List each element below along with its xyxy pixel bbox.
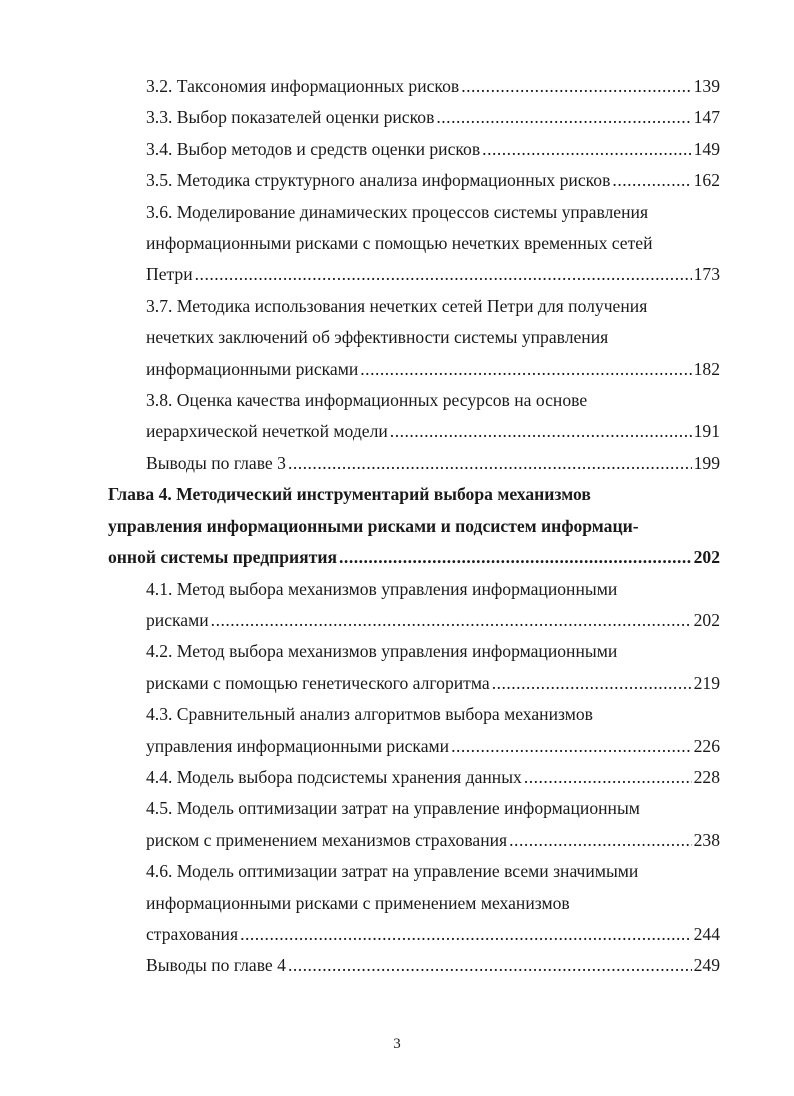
dot-leader [436, 102, 691, 133]
toc-entry-last-line [146, 165, 720, 196]
toc-entry [108, 762, 720, 793]
dot-leader [390, 416, 692, 447]
page-number: 3 [393, 1036, 401, 1052]
toc-entry-title-line: иерархической нечеткой модели [146, 421, 388, 442]
toc-entry-last-line [146, 668, 720, 699]
toc-entry-last-line [146, 259, 720, 290]
toc-entry-title-line: онной системы предприятия [108, 547, 338, 568]
toc-entry-last-line [146, 950, 720, 981]
dot-leader [339, 542, 692, 573]
toc-entry-title-line: рисками с помощью генетического алгоритма [146, 672, 490, 693]
toc-entry-last-line [108, 542, 720, 573]
toc-entry-title-line: 4.4. Модель выбора подсистемы хранения данных [146, 766, 522, 787]
toc-entry-title-line: информационными рисками [146, 358, 359, 379]
dot-leader [509, 825, 691, 856]
toc-entry-title-line: нечетких заключений об эффективности системы управления [146, 327, 609, 348]
toc-entry-title-line: рисками [146, 609, 209, 630]
toc-entry-last-line [146, 416, 720, 447]
toc-entry-title-line: 3.6. Моделирование динамических процессов системы управления [146, 201, 649, 222]
toc-page-number: 139 [693, 76, 720, 96]
toc-entry [108, 71, 720, 102]
toc-entry-title-line: риском с применением механизмов страхования [146, 829, 508, 850]
dot-leader [195, 259, 692, 290]
dot-leader [482, 134, 691, 165]
toc-entry-last-line [146, 354, 720, 385]
toc-entry-title-line: 4.6. Модель оптимизации затрат на управление всеми значимыми [146, 861, 639, 882]
toc-entry-title-line: 4.3. Сравнительный анализ алгоритмов выбора механизмов [146, 704, 593, 725]
toc-entry-title-line: 3.3. Выбор показателей оценки рисков [146, 107, 435, 128]
toc-entry [108, 448, 720, 479]
toc-entry-last-line [146, 731, 720, 762]
toc-page-number: 238 [693, 829, 720, 850]
toc-entry-title-line: информационными рисками с помощью нечетких временных сетей [146, 233, 653, 254]
dot-leader [492, 668, 692, 699]
toc-page-number: 149 [693, 138, 720, 159]
toc-page-number: 244 [693, 923, 720, 944]
toc-entry [108, 636, 720, 699]
dot-leader [288, 950, 692, 981]
toc-entry [108, 291, 720, 385]
toc-entry-last-line [146, 919, 720, 950]
toc-page-number: 191 [693, 421, 720, 442]
toc-page-number: 202 [693, 609, 720, 630]
dot-leader [524, 762, 692, 793]
toc-entry-last-line [146, 102, 720, 133]
toc-entry-title-line: 3.7. Методика использования нечетких сетей Петри для получения [146, 295, 648, 316]
dot-leader [612, 165, 691, 196]
toc-entry-title-line: 3.5. Методика структурного анализа информационных рисков [146, 170, 611, 191]
toc-entry [108, 574, 720, 637]
toc-entry-last-line [146, 762, 720, 793]
toc-page-number: 249 [693, 955, 720, 976]
toc-entry [108, 134, 720, 165]
dot-leader [461, 71, 691, 102]
toc-entry [108, 699, 720, 762]
toc-entry-title-line: 3.4. Выбор методов и средств оценки рисков [146, 138, 481, 159]
table-of-contents [108, 71, 720, 982]
toc-entry-title-line: 4.2. Метод выбора механизмов управления информационными [146, 641, 618, 662]
dot-leader [240, 919, 692, 950]
dot-leader [360, 354, 691, 385]
toc-entry [108, 856, 720, 950]
toc-entry-title-line: страхования [146, 923, 239, 944]
toc-page-number: 199 [693, 452, 720, 473]
toc-entry-title-line: Глава 4. Методический инструментарий выбора механизмов [108, 484, 591, 505]
toc-page-number: 162 [693, 170, 720, 191]
toc-page-number: 173 [693, 264, 720, 285]
toc-entry [108, 385, 720, 448]
toc-page-number: 226 [693, 735, 720, 756]
toc-entry-title-line: информационными рисками с применением механизмов [146, 892, 570, 913]
toc-page-number: 228 [693, 766, 720, 787]
toc-entry-title-line: управления информационными рисками [146, 735, 450, 756]
toc-entry-last-line [146, 71, 720, 102]
toc-entry-title-line: Выводы по главе 4 [146, 955, 286, 976]
toc-page-number: 202 [693, 547, 720, 568]
toc-entry [108, 950, 720, 981]
dot-leader [288, 448, 692, 479]
toc-entry [108, 197, 720, 291]
toc-entry [108, 165, 720, 196]
toc-entry-title-line: 4.1. Метод выбора механизмов управления информационными [146, 578, 618, 599]
toc-entry-last-line [146, 448, 720, 479]
dot-leader [211, 605, 692, 636]
toc-page-number: 182 [693, 358, 720, 379]
toc-entry [108, 102, 720, 133]
toc-entry-title-line: 4.5. Модель оптимизации затрат на управление информационным [146, 798, 640, 819]
toc-entry-title-line: Петри [146, 264, 193, 285]
toc-page-number: 147 [693, 107, 720, 128]
dot-leader [451, 731, 692, 762]
toc-entry-title-line: 3.2. Таксономия информационных рисков [146, 76, 460, 96]
toc-entry-title-line: 3.8. Оценка качества информационных ресурсов на основе [146, 390, 588, 411]
toc-entry [108, 793, 720, 856]
toc-entry-last-line [146, 134, 720, 165]
toc-entry-last-line [146, 825, 720, 856]
toc-page-number: 219 [693, 672, 720, 693]
toc-entry-last-line [146, 605, 720, 636]
toc-entry-title-line: управления информационными рисками и подсистем информаци- [108, 515, 639, 536]
toc-entry-title-line: Выводы по главе 3 [146, 452, 286, 473]
toc-chapter-entry [108, 479, 720, 573]
